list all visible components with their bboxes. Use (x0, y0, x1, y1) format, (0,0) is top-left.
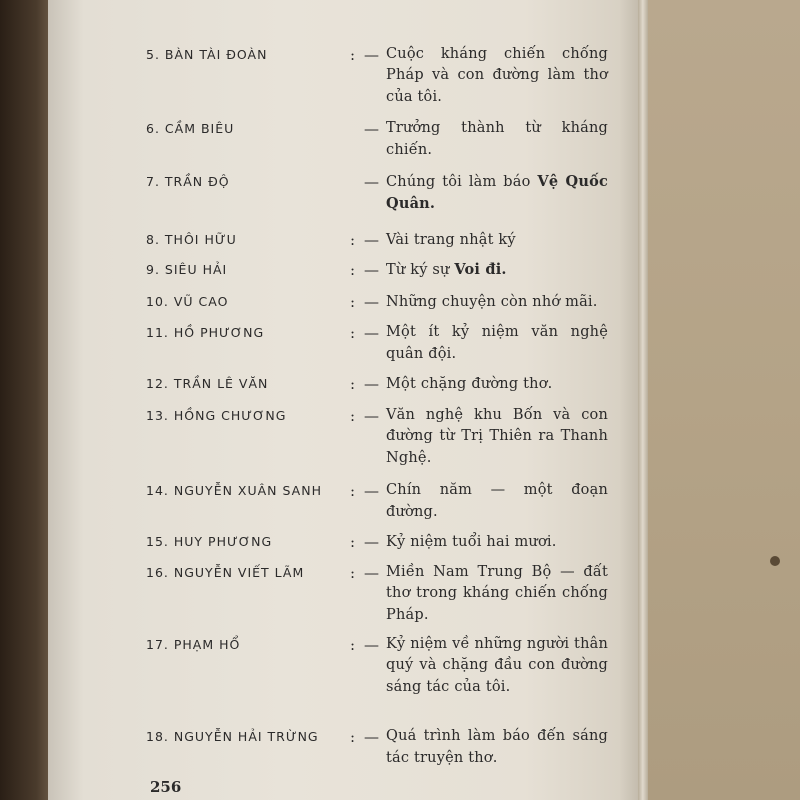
work-title: Văn nghệ khu Bốn và con đường từ Trị Thiên ra Thanh Nghệ. (386, 407, 608, 466)
author-name: 18. NGUYỄN HẢI TRỪNG (146, 729, 319, 744)
work-title: Từ ký sự Voi đi. (386, 261, 507, 278)
dash: — (364, 728, 379, 746)
dash: — (364, 375, 379, 393)
colon: : (350, 407, 356, 425)
author-name: 14. NGUYỄN XUÂN SANH (146, 483, 322, 498)
work-title: Miền Nam Trung Bộ — đất thơ trong kháng chiến chống Pháp. (386, 564, 608, 623)
author-name: 7. TRẦN ĐỘ (146, 174, 230, 189)
work-title: Một ít kỷ niệm văn nghệ quân đội. (386, 324, 608, 362)
work-title: Quá trình làm báo đến sáng tác truyện thơ. (386, 728, 608, 766)
cardboard-background (648, 0, 800, 800)
dash: — (364, 482, 379, 500)
author-name: 10. VŨ CAO (146, 294, 229, 309)
work-title: Kỷ niệm tuổi hai mươi. (386, 534, 557, 550)
author-name: 11. HỒ PHƯƠNG (146, 325, 265, 340)
dash: — (364, 324, 379, 342)
work-title: Trưởng thành từ kháng chiến. (386, 120, 608, 158)
dash: — (364, 564, 379, 582)
author-name: 5. BÀN TÀI ĐOÀN (146, 47, 268, 62)
colon: : (350, 261, 356, 279)
dash: — (364, 293, 379, 311)
dash: — (364, 533, 379, 551)
author-name: 6. CẦM BIÊU (146, 121, 235, 136)
work-title: Kỷ niệm về những người thân quý và chặng đầu con đường sáng tác của tôi. (386, 636, 609, 695)
work-title: Chúng tôi làm báo Vệ Quốc Quân. (386, 173, 608, 212)
work-title: Chín năm — một đoạn đường. (386, 482, 608, 520)
colon: : (350, 46, 356, 64)
colon: : (350, 636, 356, 654)
author-name: 9. SIÊU HẢI (146, 262, 228, 277)
colon: : (350, 533, 356, 551)
author-name: 15. HUY PHƯƠNG (146, 534, 273, 549)
author-name: 17. PHẠM HỔ (146, 637, 241, 652)
work-title: Những chuyện còn nhớ mãi. (386, 294, 598, 310)
colon: : (350, 482, 356, 500)
author-name: 8. THÔI HỮU (146, 232, 237, 247)
dash: — (364, 173, 379, 191)
stain-spot (770, 556, 780, 566)
background-left (0, 0, 52, 800)
dash: — (364, 120, 379, 138)
work-title: Vài trang nhật ký (386, 232, 516, 248)
page-number: 256 (150, 778, 182, 796)
work-title: Cuộc kháng chiến chống Pháp và con đường làm thơ của tôi. (386, 46, 608, 105)
colon: : (350, 728, 356, 746)
colon: : (350, 564, 356, 582)
colon: : (350, 324, 356, 342)
dash: — (364, 407, 379, 425)
dash: — (364, 636, 379, 654)
author-name: 13. HỒNG CHƯƠNG (146, 408, 287, 423)
colon: : (350, 375, 356, 393)
author-name: 12. TRẦN LÊ VĂN (146, 376, 269, 391)
work-title: Một chặng đường thơ. (386, 376, 553, 392)
dash: — (364, 261, 379, 279)
colon: : (350, 293, 356, 311)
author-name: 16. NGUYỄN VIẾT LÃM (146, 565, 305, 580)
dash: — (364, 231, 379, 249)
dash: — (364, 46, 379, 64)
colon: : (350, 231, 356, 249)
